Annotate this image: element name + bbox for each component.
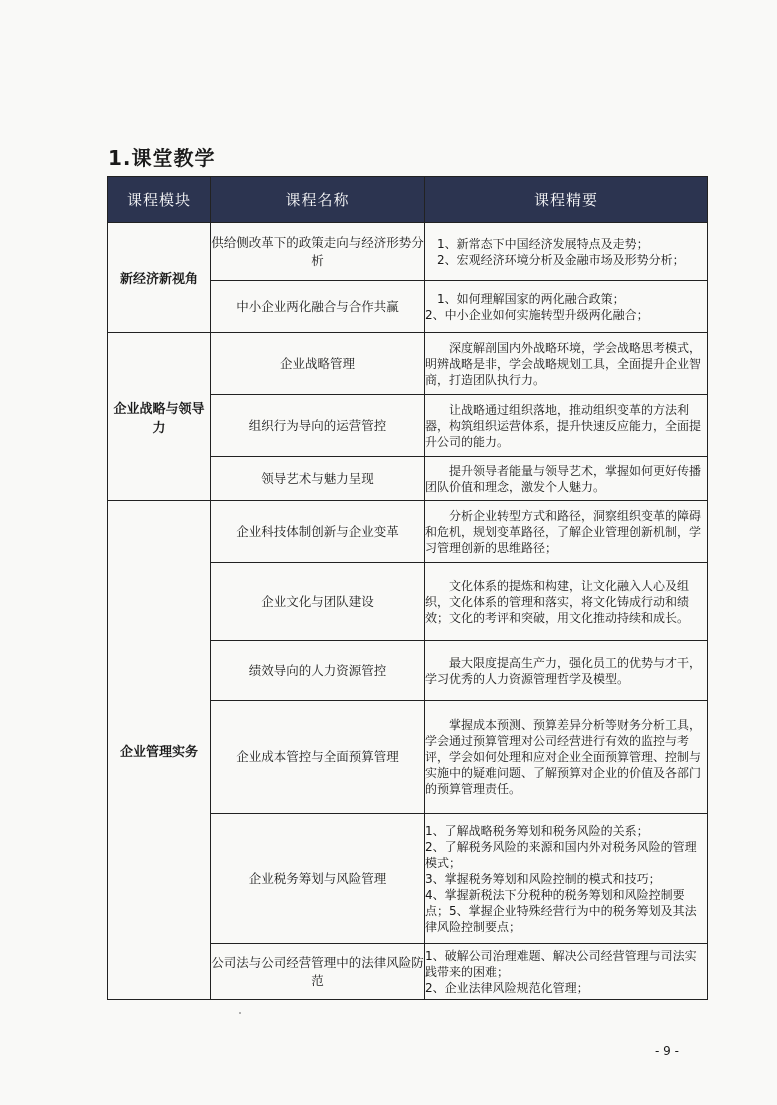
course-desc <box>425 333 708 395</box>
desc-line: 让战略通过组织落地，推动组织变革的方法利器，构筑组织运营体系，提升快速反应能力，全面提升公司的能力。 <box>425 402 702 449</box>
course-desc <box>425 814 708 944</box>
scan-speck <box>239 1012 241 1014</box>
desc-line: 3、掌握税务筹划和风险控制的模式和技巧； <box>425 871 661 886</box>
course-name: 企业科技体制创新与企业变革 <box>211 501 425 563</box>
desc-line: 1、如何理解国家的两化融合政策； <box>437 291 625 306</box>
course-name: 供给侧改革下的政策走向与经济形势分析 <box>211 223 425 281</box>
desc-line: 1、了解战略税务筹划和税务风险的关系； <box>425 823 649 838</box>
table-row <box>108 333 708 395</box>
module-cell: 企业战略与领导力 <box>108 333 211 501</box>
table-header-row <box>108 177 708 223</box>
course-desc <box>425 563 708 641</box>
course-desc <box>425 457 708 501</box>
course-table <box>107 176 708 1000</box>
course-desc <box>425 223 708 281</box>
table-row <box>108 223 708 281</box>
desc-line: 1、新常态下中国经济发展特点及走势； <box>437 236 649 251</box>
course-name: 绩效导向的人力资源管控 <box>211 641 425 701</box>
course-name: 组织行为导向的运营管控 <box>211 395 425 457</box>
header-name: 课程名称 <box>211 177 425 223</box>
course-desc <box>425 701 708 814</box>
page-number: - 9 - <box>655 1044 679 1058</box>
desc-line: 文化体系的提炼和构建，让文化融入人心及组织，文化体系的管理和落实，将文化铸成行动和绩效；文化的考评和突破，用文化推动持续和成长。 <box>425 578 690 625</box>
section-title: 1.课堂教学 <box>108 146 216 170</box>
course-desc <box>425 641 708 701</box>
course-name: 领导艺术与魅力呈现 <box>211 457 425 501</box>
desc-line: 2、了解税务风险的来源和国内外对税务风险的管理模式； <box>425 839 697 870</box>
course-name: 中小企业两化融合与合作共赢 <box>211 281 425 333</box>
course-name: 企业战略管理 <box>211 333 425 395</box>
desc-line: 深度解剖国内外战略环境，学会战略思考模式，明辨战略是非，学会战略规划工具，全面提升企业智商，打造团队执行力。 <box>425 340 702 387</box>
desc-line: 4、掌握新税法下分税种的税务筹划和风险控制要点；5、掌握企业特殊经营行为中的税务筹划及其法律风险控制要点； <box>425 887 697 934</box>
desc-line: 掌握成本预测、预算差异分析等财务分析工具，学会通过预算管理对公司经营进行有效的监控与考评，学会如何处理和应对企业全面预算管理、控制与实施中的疑难问题、了解预算对企业的价值及各部门的预算管理责任。 <box>425 718 702 796</box>
module-cell: 企业管理实务 <box>108 501 211 1000</box>
course-name: 企业税务筹划与风险管理 <box>211 814 425 944</box>
desc-line: 1、破解公司治理难题、解决公司经营管理与司法实践带来的困难； <box>425 948 697 979</box>
course-desc <box>425 395 708 457</box>
course-desc <box>425 944 708 1000</box>
course-name: 企业文化与团队建设 <box>211 563 425 641</box>
course-name: 公司法与公司经营管理中的法律风险防范 <box>211 944 425 1000</box>
desc-line: 2、企业法律风险规范化管理； <box>425 980 589 995</box>
course-desc <box>425 281 708 333</box>
desc-line: 分析企业转型方式和路径，洞察组织变革的障碍和危机，规划变革路径，了解企业管理创新机制，学习管理创新的思维路径； <box>425 508 702 555</box>
header-desc: 课程精要 <box>425 177 708 223</box>
course-name: 企业成本管控与全面预算管理 <box>211 701 425 814</box>
table-row <box>108 501 708 563</box>
header-module: 课程模块 <box>108 177 211 223</box>
module-cell: 新经济新视角 <box>108 223 211 333</box>
desc-line: 提升领导者能量与领导艺术，掌握如何更好传播团队价值和理念，激发个人魅力。 <box>425 463 702 494</box>
desc-line: 2、中小企业如何实施转型升级两化融合； <box>425 307 649 322</box>
desc-line: 2、宏观经济环境分析及金融市场及形势分析； <box>437 252 685 267</box>
desc-line: 最大限度提高生产力，强化员工的优势与才干，学习优秀的人力资源管理哲学及模型。 <box>425 655 702 686</box>
course-desc <box>425 501 708 563</box>
